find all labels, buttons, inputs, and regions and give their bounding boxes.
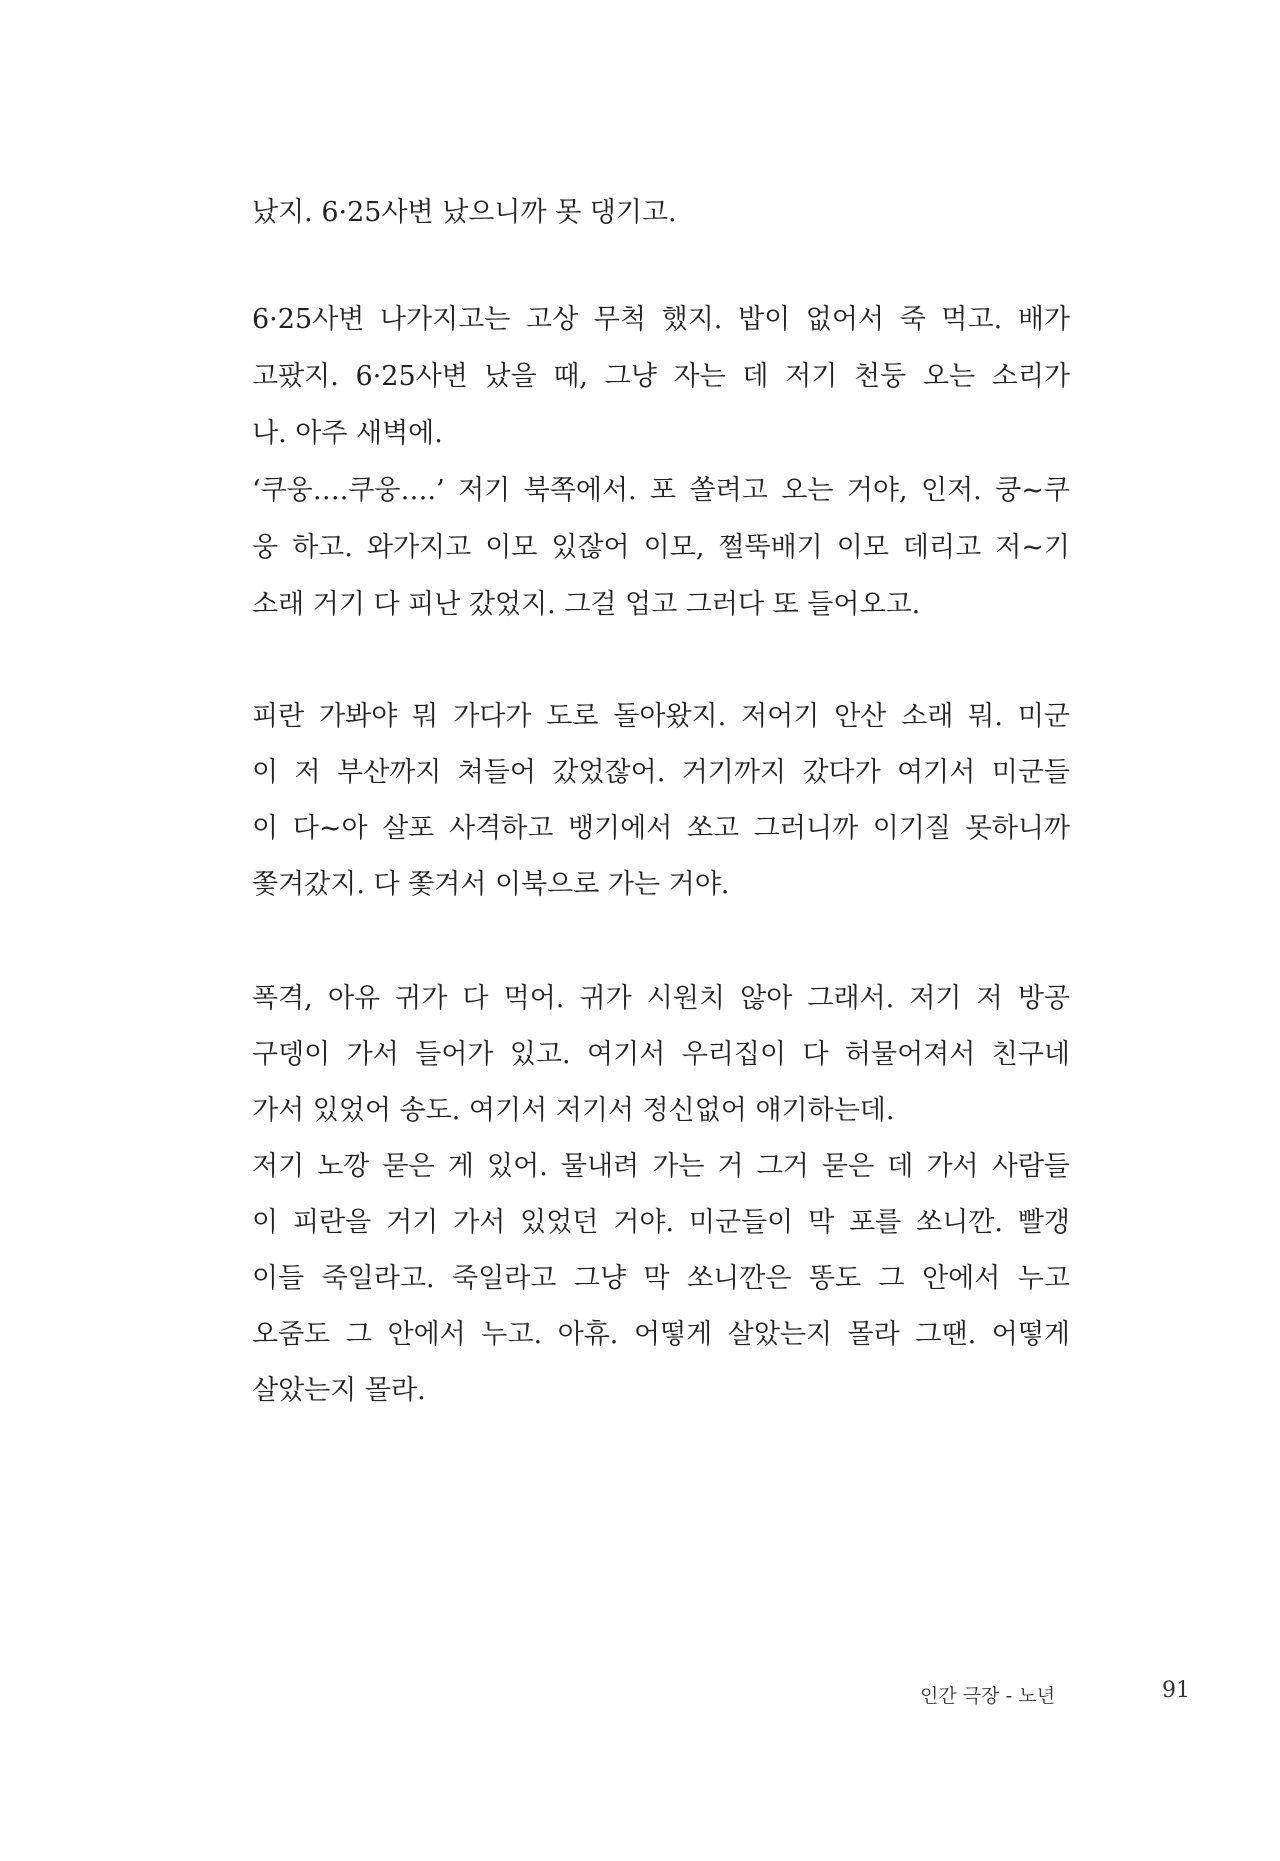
text-line: 났지. 6·25사변 났으니까 못 댕기고. [252,197,677,228]
text-line: 고팠지. 6·25사변 났을 때, 그냥 자는 데 저기 천둥 오는 소리가 [252,361,1070,392]
text-line: 6·25사변 나가지고는 고상 무척 했지. 밥이 없어서 죽 먹고. 배가 [252,304,1070,335]
text-line: 나. 아주 새벽에. [252,418,443,449]
running-footer-title: 인간 극장 - 노년 [920,1685,1056,1707]
text-line: 오줌도 그 안에서 누고. 아휴. 어떻게 살았는지 몰라 그땐. 어떻게 [252,1319,1070,1350]
text-line: 구뎅이 가서 들어가 있고. 여기서 우리집이 다 허물어져서 친구네 [252,1039,1070,1070]
text-line: 폭격, 아유 귀가 다 먹어. 귀가 시원치 않아 그래서. 저기 저 방공 [252,983,1070,1014]
text-line: 쫓겨갔지. 다 쫓겨서 이북으로 가는 거야. [252,869,730,900]
text-line: 이 다~아 살포 사격하고 뱅기에서 쏘고 그러니까 이기질 못하니까 [252,813,1070,844]
page-number: 91 [1162,1678,1190,1703]
text-line: 이 저 부산까지 쳐들어 갔었잖어. 거기까지 갔다가 여기서 미군들 [252,757,1070,788]
text-line: 이들 죽일라고. 죽일라고 그냥 막 쏘니깐은 똥도 그 안에서 누고 [252,1263,1070,1294]
text-line: 가서 있었어 송도. 여기서 저기서 정신없어 얘기하는데. [252,1095,895,1126]
text-line: 피란 가봐야 뭐 가다가 도로 돌아왔지. 저어기 안산 소래 뭐. 미군 [252,701,1070,732]
text-line: 이 피란을 거기 가서 있었던 거야. 미군들이 막 포를 쏘니깐. 빨갱 [252,1207,1070,1238]
text-line: 살았는지 몰라. [252,1375,426,1406]
text-line: 저기 노깡 묻은 게 있어. 물내려 가는 거 그거 묻은 데 가서 사람들 [252,1151,1070,1182]
text-line: ‘쿠웅….쿠웅….’ 저기 북쪽에서. 포 쏠려고 오는 거야, 인저. 쿵~쿠 [252,475,1070,506]
text-line: 웅 하고. 와가지고 이모 있잖어 이모, 쩔뚝배기 이모 데리고 저~기 [252,532,1070,563]
text-line: 소래 거기 다 피난 갔었지. 그걸 업고 그러다 또 들어오고. [252,589,921,620]
